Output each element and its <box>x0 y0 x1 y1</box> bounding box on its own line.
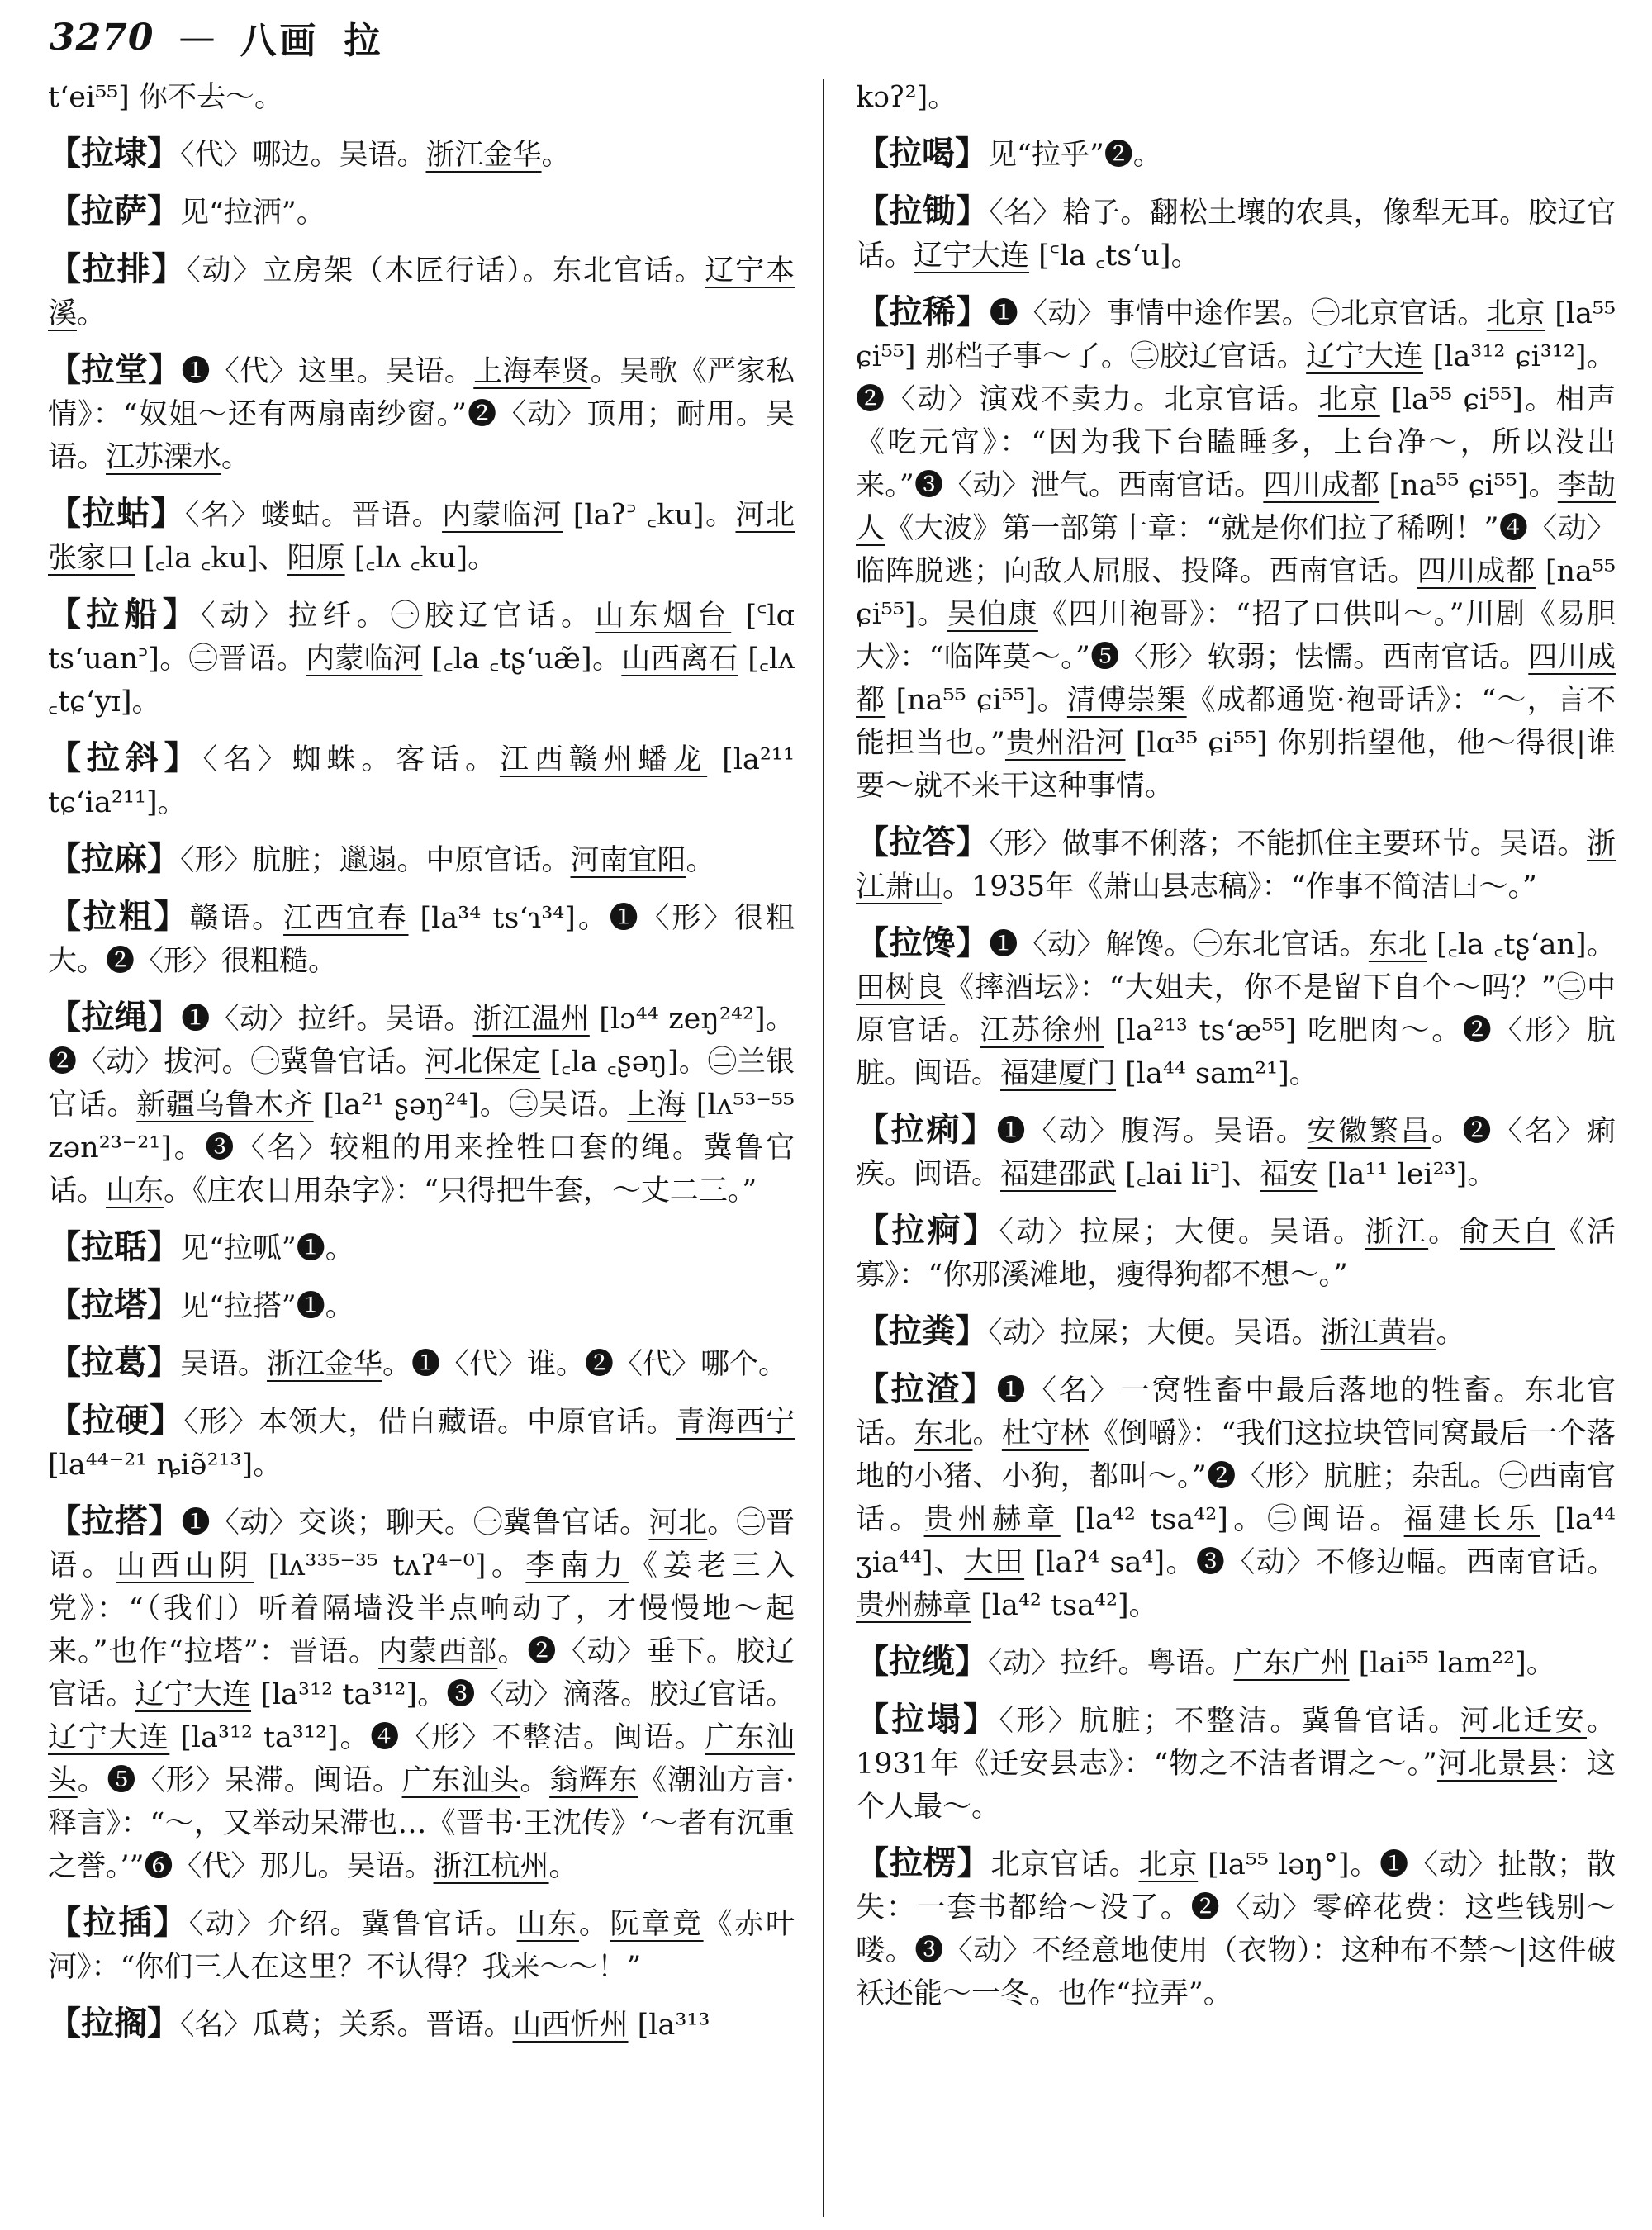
definition-text: 〈动〉拉纤。粤语。 <box>988 1647 1234 1680</box>
underlined-name: 清傅崇榘 <box>1066 684 1187 717</box>
underlined-name: 内蒙临河 <box>306 643 423 676</box>
definition-text: 〈名〉蝼蛄。晋语。 <box>185 499 443 532</box>
index-character: 拉 <box>344 20 381 62</box>
definition-text: 。 <box>1436 1317 1465 1350</box>
definition-text: 吴语。 <box>180 1348 268 1381</box>
underlined-name: 辽宁大连 <box>135 1678 252 1711</box>
dictionary-entry <box>48 1500 795 1888</box>
dictionary-entry <box>48 349 795 479</box>
entry-headword: 【拉搁】 <box>48 2004 180 2043</box>
underlined-name: 北京 <box>1318 383 1380 416</box>
entry-headword: 【拉排】 <box>48 249 187 288</box>
dictionary-entry <box>48 737 795 824</box>
underlined-name: 贵州沿河 <box>1004 727 1126 760</box>
underlined-name: 河南宜阳 <box>570 844 686 877</box>
underlined-name: 李劼人 <box>856 469 1616 545</box>
entry-headword: 【拉锄】 <box>856 192 990 230</box>
definition-text: [꜂la ꜀tsʻu]。 <box>1029 240 1200 273</box>
definition-text: 《赤叶河》：“你们三人在这里？不认得？我来～～！” <box>48 1908 795 1984</box>
definition-text: 〈形〉做事不俐落；不能抓住主要环节。吴语。 <box>989 828 1587 861</box>
underlined-name: 吴伯康 <box>947 598 1038 631</box>
definition-text: 《倒嚼》：“我们这拉块管同窝最后一个落地的小猪、小狗，都叫～。”❷〈形〉肮脏；杂乱。㊀西南官话。 <box>856 1417 1616 1536</box>
definition-text: 〈动〉拉屎；大便。吴语。 <box>999 1216 1365 1249</box>
definition-text: [꜀la ꜀ku]、 <box>135 542 287 575</box>
underlined-name: 广东汕头 <box>401 1764 520 1797</box>
definition-text: 。 <box>520 1764 550 1797</box>
dictionary-entry <box>856 1698 1616 1829</box>
dictionary-entry <box>856 1108 1616 1196</box>
right-column <box>856 76 1616 2028</box>
page-number: 3270 <box>50 16 154 59</box>
entry-headword: 【拉楞】 <box>856 1843 991 1882</box>
underlined-name: 河北 <box>648 1506 708 1540</box>
dictionary-entry <box>48 1226 795 1270</box>
dictionary-entry <box>48 996 795 1212</box>
definition-text: ❶〈代〉这里。吴语。 <box>181 355 474 388</box>
definition-text: [lɔ⁴⁴ zeŋ²⁴²]。❷〈动〉拔河。㊀冀鲁官话。 <box>48 1003 795 1079</box>
definition-text: [꜀lʌ ꜀tɕʻyɪ]。 <box>48 643 795 719</box>
dictionary-entry <box>856 132 1616 177</box>
dictionary-entry <box>48 190 795 235</box>
underlined-name: 安徽繁昌 <box>1307 1115 1431 1148</box>
underlined-name: 内蒙临河 <box>442 499 563 532</box>
dictionary-entry <box>48 837 795 882</box>
underlined-name: 上海 <box>627 1089 686 1122</box>
underlined-name: 阮章竟 <box>610 1908 704 1941</box>
running-header <box>50 12 380 63</box>
dictionary-entry <box>48 1399 795 1487</box>
entry-headword: 【拉缆】 <box>856 1642 988 1681</box>
underlined-name: 翁辉东 <box>549 1764 638 1797</box>
dictionary-entry <box>856 922 1616 1095</box>
underlined-name: 内蒙西部 <box>378 1635 498 1668</box>
definition-text: [la⁵⁵ ləŋ°]。❶〈动〉扯散；散失：一套书都给～没了。❷〈动〉零碎花费：这些钱别～喽。❸〈动〉不经意地使用（衣物）：这种布不禁～|这件破袄还能～一冬。也作“拉弄”。 <box>856 1848 1616 2010</box>
underlined-name: 贵州赫章 <box>923 1503 1061 1536</box>
definition-text: [la³¹² ta³¹²]。❸〈动〉滴落。胶辽官话。 <box>251 1678 795 1711</box>
underlined-name: 辽宁大连 <box>914 240 1030 273</box>
dictionary-entry <box>856 1842 1616 2015</box>
entry-headword: 【拉答】 <box>856 823 990 861</box>
definition-text: [lɑ³⁵ ɕi⁵⁵] 你别指望他，他～得很|谁要～就不来干这种事情。 <box>856 727 1616 803</box>
definition-text: [la²¹¹ tɕʻia²¹¹]。 <box>48 743 795 819</box>
definition-text: [la⁵⁵ ɕi⁵⁵] 那档子事～了。㊁胶辽官话。 <box>856 297 1616 373</box>
underlined-name: 北京 <box>1138 1848 1199 1881</box>
definition-text: 《大波》第一部第十章：“就是你们拉了稀咧！”❹〈动〉临阵脱逃；向敌人屈服、投降。西南官话。 <box>856 512 1616 588</box>
definition-text: [la³¹² ɕi³¹²]。❷〈动〉演戏不卖力。北京官话。 <box>856 340 1616 416</box>
definition-text: [la³¹³ <box>628 2009 710 2042</box>
dictionary-entry <box>856 821 1616 909</box>
definition-text: [la⁴⁴⁻²¹ ȵiə̃²¹³]。 <box>48 1449 282 1482</box>
definition-text: [la²¹³ tsʻæ⁵⁵] 吃肥肉～。❷〈形〉肮脏。闽语。 <box>856 1014 1616 1090</box>
definition-text: [꜀la ꜀ʂəŋ]。㊁兰银官话。 <box>48 1046 795 1122</box>
definition-text: [lʌ³³⁵⁻³⁵ tʌʔ⁴⁻⁰]。 <box>254 1549 526 1582</box>
underlined-name: 李南力 <box>525 1549 629 1582</box>
definition-text: 。❺〈形〉呆滞。闽语。 <box>77 1764 402 1797</box>
definition-text: ❶〈动〉解馋。㊀东北官话。 <box>989 928 1369 961</box>
definition-text: 。❷〈名〉痢疾。闽语。 <box>856 1115 1616 1191</box>
underlined-name: 俞天白 <box>1460 1216 1555 1249</box>
definition-text: [la³⁴ tsʻɿ³⁴]。❶〈形〉很粗大。❷〈形〉很粗糙。 <box>48 902 795 978</box>
definition-text: [꜂lɑ tsʻuan꜄]。㊁晋语。 <box>48 600 795 676</box>
entry-headword: 【拉船】 <box>48 595 201 633</box>
definition-text: 。《庄农日用杂字》：“只得把牛套，～丈二三。” <box>164 1174 757 1208</box>
header-dash: — <box>178 16 216 59</box>
underlined-name: 浙江萧山 <box>856 828 1616 904</box>
definition-text: 。吴歌《严家私情》：“奴姐～还有两扇南纱窗。”❷〈动〉顶用；耐用。吴语。 <box>48 355 795 474</box>
underlined-name: 山西山阴 <box>116 1549 254 1582</box>
underlined-name: 浙江 <box>1365 1216 1429 1249</box>
entry-headword: 【拉蛄】 <box>48 494 186 533</box>
entry-headword: 【拉硬】 <box>48 1401 184 1440</box>
definition-text: [꜀la ꜀tʂʻuæ̃]。 <box>422 643 622 676</box>
underlined-name: 青海西宁 <box>676 1406 795 1439</box>
definition-text: 《成都通览·袍哥话》：“～，言不能担当也。” <box>856 684 1616 760</box>
entry-continuation <box>48 76 795 119</box>
dictionary-entry <box>48 1283 795 1328</box>
definition-text: 。 <box>548 1850 578 1883</box>
entry-headword: 【拉堂】 <box>48 350 182 389</box>
entry-headword: 【拉痢】 <box>856 1110 997 1149</box>
underlined-name: 山东 <box>106 1174 164 1208</box>
definition-text: kɔʔ²]。 <box>856 81 957 114</box>
entry-headword: 【拉埭】 <box>48 134 180 173</box>
dictionary-entry <box>856 291 1616 808</box>
dictionary-entry <box>856 1640 1616 1685</box>
underlined-name: 辽宁本溪 <box>48 254 795 330</box>
entry-headword: 【拉粪】 <box>856 1312 988 1350</box>
underlined-name: 福建厦门 <box>1000 1057 1117 1090</box>
dictionary-entry <box>856 190 1616 278</box>
definition-text: ❶〈动〉事情中途作罢。㊀北京官话。 <box>989 297 1487 330</box>
definition-text: 。 <box>686 844 715 877</box>
definition-text: [la²¹ ʂəŋ²⁴]。㊂吴语。 <box>313 1089 628 1122</box>
underlined-name: 浙江杭州 <box>433 1850 549 1883</box>
definition-text: ❶〈名〉一窝牲畜中最后落地的牲畜。东北官话。 <box>856 1374 1616 1450</box>
underlined-name: 广东广州 <box>1233 1647 1350 1680</box>
underlined-name: 上海奉贤 <box>473 355 591 388</box>
definition-text: 。1935年《萧山县志稿》：“作事不简洁曰～。” <box>942 871 1537 904</box>
definition-text: 见“拉呱”❶。 <box>180 1232 354 1265</box>
definition-text: ❶〈动〉交谈；聊天。㊀冀鲁官话。 <box>181 1506 649 1540</box>
underlined-name: 浙江温州 <box>472 1003 590 1036</box>
definition-text: 〈形〉肮脏；邋遢。中原官话。 <box>180 844 571 877</box>
dictionary-entry <box>48 132 795 177</box>
definition-text: ：这个人最～。 <box>856 1748 1616 1824</box>
definition-text: 〈形〉本领大，借自藏语。中原官话。 <box>183 1406 676 1439</box>
definition-text: 。 <box>578 1908 610 1941</box>
entry-headword: 【拉馋】 <box>856 923 990 962</box>
dictionary-entry <box>856 1209 1616 1297</box>
definition-text: [la¹¹ lei²³]。 <box>1317 1158 1497 1191</box>
definition-text: [꜀lʌ ꜀ku]。 <box>344 542 497 575</box>
definition-text: 。 <box>221 441 251 474</box>
definition-text: [la⁴⁴ ʒia⁴⁴]、 <box>856 1503 1616 1579</box>
entry-headword: 【拉萨】 <box>48 192 180 230</box>
underlined-name: 江西赣州蟠龙 <box>499 743 708 776</box>
dictionary-entry <box>48 492 795 580</box>
underlined-name: 河北迁安 <box>1460 1705 1587 1738</box>
dictionary-entry <box>48 1341 795 1386</box>
entry-headword: 【拉粗】 <box>48 897 190 936</box>
definition-text: 〈代〉哪边。吴语。 <box>180 139 426 172</box>
definition-text: [na⁵⁵ ɕi⁵⁵]。 <box>1379 469 1558 502</box>
underlined-name: 辽宁大连 <box>48 1721 170 1754</box>
underlined-name: 江苏溧水 <box>106 441 222 474</box>
underlined-name: 江苏徐州 <box>980 1014 1104 1047</box>
definition-text: 《潮汕方言·释言》：“～，又举动呆滞也…《晋书·王沈传》‘～者有沉重之誉。’”❻〈代〉那儿。吴语。 <box>48 1764 795 1883</box>
definition-text: [na⁵⁵ ɕi⁵⁵]。 <box>856 555 1616 631</box>
underlined-name: 大田 <box>964 1546 1025 1579</box>
left-column <box>48 76 795 2060</box>
column-divider <box>823 79 824 2217</box>
definition-text: [꜀la ꜀tʂʻan]。 <box>1427 928 1616 961</box>
definition-text: 〈动〉立房架（木匠行话）。东北官话。 <box>186 254 705 287</box>
entry-headword: 【拉聒】 <box>48 1227 180 1266</box>
entry-headword: 【拉绳】 <box>48 998 182 1037</box>
definition-text: [laʔ꜄ ꜀ku]。 <box>563 499 736 532</box>
dictionary-entry <box>856 1368 1616 1627</box>
definition-text: 〈形〉肮脏；不整洁。冀鲁官话。 <box>999 1705 1460 1738</box>
definition-text: 《四川袍哥》：“招了口供叫～。”川剧《易胆大》：“临阵莫～。”❺〈形〉软弱；怯懦。西南官话。 <box>856 598 1616 674</box>
definition-text: [lai⁵⁵ lam²²]。 <box>1349 1647 1555 1680</box>
definition-text: 《活寡》：“你那溪滩地，瘦得狗都不想～。” <box>856 1216 1616 1292</box>
underlined-name: 福安 <box>1260 1158 1318 1191</box>
entry-headword: 【拉塌】 <box>856 1700 999 1739</box>
underlined-name: 新疆乌鲁木齐 <box>136 1089 314 1122</box>
underlined-name: 广东汕头 <box>48 1721 795 1797</box>
dictionary-entry <box>48 248 795 335</box>
entry-headword: 【拉塔】 <box>48 1285 180 1324</box>
definition-text: 《摔酒坛》：“大姐夫，你不是留下自个～吗？”㊁中原官话。 <box>856 971 1616 1047</box>
entry-headword: 【拉稀】 <box>856 292 990 331</box>
dictionary-entry <box>48 2002 795 2047</box>
dictionary-entry <box>48 1901 795 1989</box>
definition-text: [la⁴² tsa⁴²]。㊁闽语。 <box>1060 1503 1404 1536</box>
underlined-name: 贵州赫章 <box>856 1589 972 1622</box>
definition-text: 《姜老三入党》：“（我们）听着隔墙没半点响动了，才慢慢地～起来。”也作“拉塔”：晋语。 <box>48 1549 795 1668</box>
underlined-name: 山西忻州 <box>512 2009 629 2042</box>
underlined-name: 东北 <box>914 1417 973 1450</box>
definition-text: 〈名〉瓜葛；关系。晋语。 <box>180 2009 513 2042</box>
definition-text: tʻei⁵⁵] 你不去～。 <box>48 81 283 114</box>
underlined-name: 江西宜春 <box>283 902 409 935</box>
entry-headword: 【拉斜】 <box>48 738 203 777</box>
definition-text: 见“拉搭”❶。 <box>180 1290 354 1323</box>
dictionary-entry <box>856 1310 1616 1355</box>
underlined-name: 河北保定 <box>425 1046 541 1079</box>
underlined-name: 阳原 <box>287 542 345 575</box>
underlined-name: 河北张家口 <box>48 499 795 575</box>
definition-text: 〈动〉拉屎；大便。吴语。 <box>988 1317 1321 1350</box>
underlined-name: 山东 <box>516 1908 579 1941</box>
definition-text: 〈名〉耠子。翻松土壤的农具，像犁无耳。胶辽官话。 <box>856 197 1616 273</box>
dictionary-entry <box>48 593 795 724</box>
definition-text: 。1931年《迁安县志》：“物之不洁者谓之～。” <box>856 1705 1616 1781</box>
definition-text: 。❷〈动〉垂下。胶辽官话。 <box>48 1635 795 1711</box>
entry-headword: 【拉葛】 <box>48 1343 180 1382</box>
underlined-name: 浙江黄岩 <box>1320 1317 1436 1350</box>
definition-text: [lʌ⁵³⁻⁵⁵ zən²³⁻²¹]。❸〈名〉较粗的用来拴牲口套的绳。冀鲁官话。 <box>48 1089 795 1208</box>
definition-text: 见“拉洒”。 <box>180 197 325 230</box>
definition-text: [la³¹² ta³¹²]。❹〈形〉不整洁。闽语。 <box>169 1721 705 1754</box>
definition-text: 北京官话。 <box>990 1848 1139 1881</box>
underlined-name: 东北 <box>1368 928 1427 961</box>
underlined-name: 河北景县 <box>1436 1748 1557 1781</box>
definition-text: 〈名〉蜘蛛。客话。 <box>202 743 500 776</box>
underlined-name: 四川成都 <box>856 641 1616 717</box>
definition-text: [la⁴⁴ sam²¹]。 <box>1116 1057 1318 1090</box>
definition-text: [laʔ⁴ sa⁴]。❸〈动〉不修边幅。西南官话。 <box>1024 1546 1616 1579</box>
underlined-name: 浙江金华 <box>267 1348 383 1381</box>
definition-text: 。 <box>77 297 107 330</box>
underlined-name: 山西离石 <box>621 643 738 676</box>
definition-text: 。㊁晋语。 <box>48 1506 795 1582</box>
definition-text: ❶〈动〉拉纤。吴语。 <box>181 1003 473 1036</box>
underlined-name: 田树良 <box>856 971 946 1004</box>
entry-continuation <box>856 76 1616 119</box>
definition-text: 〈动〉拉纤。㊀胶辽官话。 <box>200 600 596 633</box>
definition-text: 。 <box>972 1417 1002 1450</box>
underlined-name: 浙江金华 <box>425 139 542 172</box>
definition-text: [la⁴² tsa⁴²]。 <box>971 1589 1158 1622</box>
definition-text: 。❶〈代〉谁。❷〈代〉哪个。 <box>382 1348 788 1381</box>
stroke-count-section: 八画 <box>240 20 320 62</box>
entry-headword: 【拉喝】 <box>856 134 988 173</box>
definition-text: ❶〈动〉腹泻。吴语。 <box>996 1115 1308 1148</box>
underlined-name: 辽宁大连 <box>1306 340 1423 373</box>
entry-headword: 【拉渣】 <box>856 1369 997 1408</box>
definition-text: 赣语。 <box>189 902 284 935</box>
entry-headword: 【拉插】 <box>48 1903 189 1942</box>
definition-text: 见“拉乎”❷。 <box>988 139 1162 172</box>
underlined-name: 北京 <box>1486 297 1545 330</box>
underlined-name: 山东烟台 <box>595 600 732 633</box>
underlined-name: 福建邵武 <box>1000 1158 1117 1191</box>
underlined-name: 四川成都 <box>1417 555 1536 588</box>
definition-text: [꜀lai li꜄]、 <box>1116 1158 1260 1191</box>
entry-headword: 【拉麻】 <box>48 839 180 878</box>
definition-text: [na⁵⁵ ɕi⁵⁵]。 <box>885 684 1067 717</box>
underlined-name: 四川成都 <box>1263 469 1380 502</box>
definition-text: 。 <box>1428 1216 1460 1249</box>
definition-text: 。 <box>541 139 571 172</box>
entry-headword: 【拉痾】 <box>856 1211 999 1250</box>
underlined-name: 杜守林 <box>1001 1417 1089 1450</box>
underlined-name: 福建长乐 <box>1403 1503 1540 1536</box>
definition-text: 〈动〉介绍。冀鲁官话。 <box>188 1908 517 1941</box>
definition-text: [la⁵⁵ ɕi⁵⁵]。相声《吃元宵》：“因为我下台瞌睡多，上台净～，所以没出来。”❸〈动〉泄气。西南官话。 <box>856 383 1616 502</box>
entry-headword: 【拉搭】 <box>48 1502 182 1540</box>
dictionary-entry <box>48 895 795 983</box>
